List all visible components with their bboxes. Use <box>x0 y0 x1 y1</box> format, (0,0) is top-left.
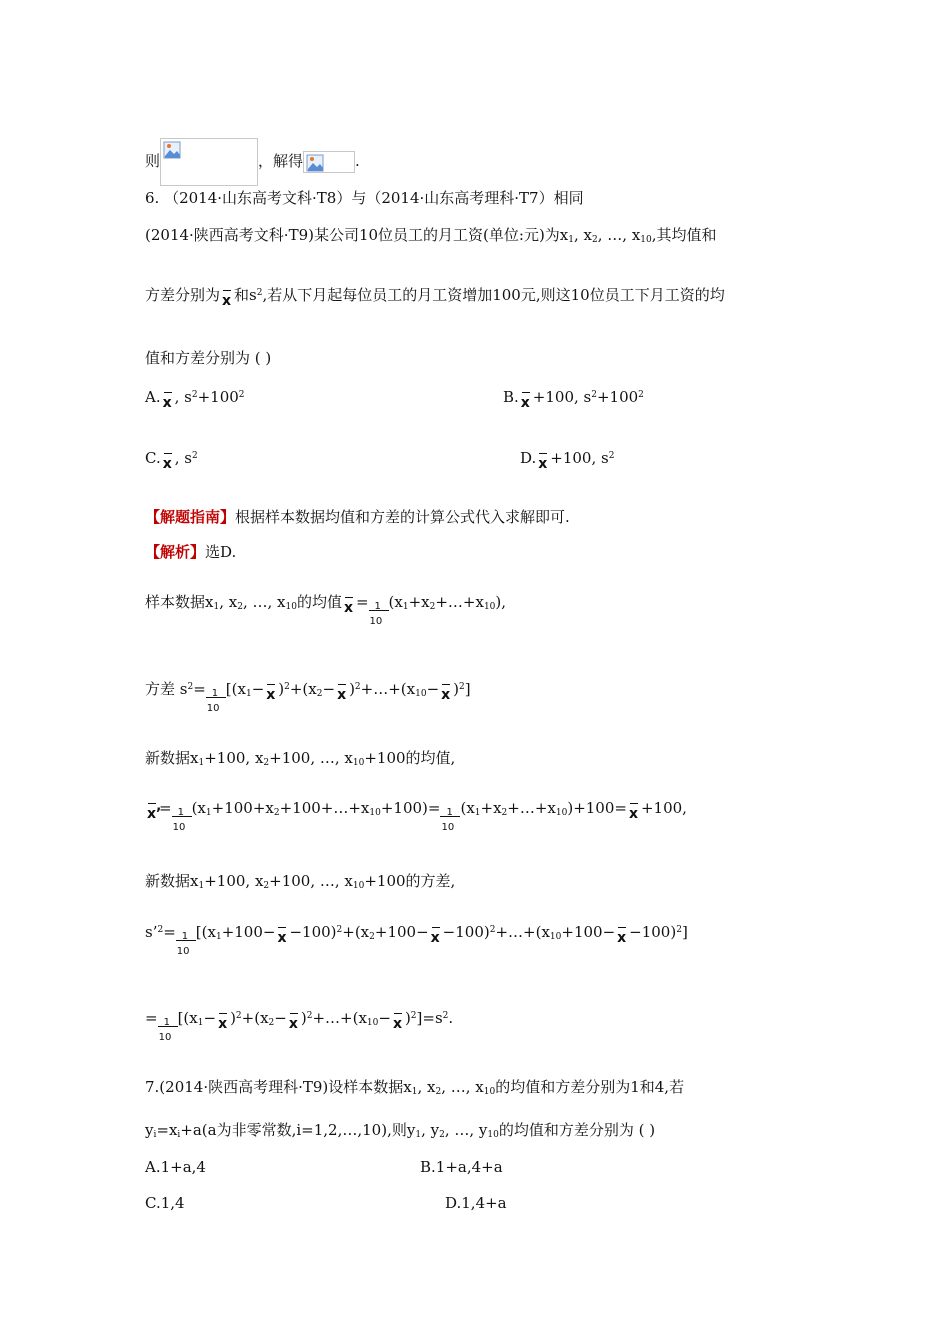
q6-stem-1-text: (2014·陕西高考文科·T9)某公司10位员工的月工资(单位:元)为x <box>145 226 569 244</box>
fraction-1-10: $\frac{1}{10}$ <box>176 931 196 951</box>
xbar-symbol <box>520 392 532 410</box>
xbar-symbol <box>628 803 640 821</box>
q6-stem-2: 方差分别为x 和$s^2$,若从下月起每位员工的月工资增加100元,则这10位员工下月工资的均 <box>145 283 725 308</box>
xbar-symbol <box>288 1013 300 1031</box>
sol-new-var-end: +100的方差, <box>364 872 456 890</box>
text-period: . <box>355 152 360 170</box>
sol-new-mean-intro: 新数据$x_1+100$, $x_2+100$, …, $x_{10}+100$的均值, <box>145 749 456 768</box>
xbar-symbol <box>265 684 277 702</box>
xbar-symbol <box>162 392 174 410</box>
q7-stem-1-text: 7.(2014·陕西高考理科·T9)设样本数据x <box>145 1078 412 1096</box>
xbar-symbol <box>537 453 549 471</box>
q7-option-c: C.1,4 <box>145 1194 185 1212</box>
q6-stem-2-text: 方差分别为 <box>145 286 221 304</box>
line-solve <box>145 138 360 186</box>
sol-mean: 样本数据$x_1$, $x_2$, …, $x_{10}$的均值x = $\frac{1}{10}$ $(x_1+x_2+\dots+x_{10})$, <box>145 592 506 621</box>
q6-title: 6. （2014·山东高考文科·T8）与（2014·山东高考理科·T7）相同 <box>145 189 584 207</box>
q6-option-d: D.x +100, $s^2$ <box>520 446 614 471</box>
q6-stem-3: 值和方差分别为 ( ) <box>145 349 272 367</box>
sol-variance: 方差 $s^2=$ $\frac{1}{10}$ [($x_1-x$ )$^2+(x_2-x$ )$^2+\dots+(x_{10}-x$ )$^2$] <box>145 677 471 708</box>
sol-mean-mid: 的均值 <box>296 593 342 611</box>
fraction-1-10: $\frac{1}{10}$ <box>206 688 226 708</box>
option-a-text-2: +100 <box>197 388 239 406</box>
option-c-label: C. <box>145 449 161 467</box>
guide-label: 【解题指南】 <box>145 508 236 526</box>
solution-answer <box>145 542 236 562</box>
option-b-label: B. <box>503 388 519 406</box>
sol-new-var-result: = $\frac{1}{10}$ [($x_1-x$ )$^2+(x_2-x$ )$^2+\dots+(x_{10}-x$ )$^2]=s^2$. <box>145 1006 453 1037</box>
xbar-symbol <box>616 927 628 945</box>
option-a-label: A. <box>145 388 161 406</box>
q7-stem-1: 7.(2014·陕西高考理科·T9)设样本数据$x_1$, $x_2$, …, $x_{10}$的均值和方差分别为1和4,若 <box>145 1078 685 1097</box>
q7-stem-1-end: 的均值和方差分别为1和4,若 <box>495 1078 685 1096</box>
sol-new-var-text: 新数据x <box>145 872 199 890</box>
option-b-text-2: +100 <box>596 388 639 406</box>
q6-stem-1-end: ,其均值和 <box>651 226 717 244</box>
sol-new-var-formula: s’$^2$= $\frac{1}{10}$ [$(x_1+100-x -100)^2+(x_2+100-x$ $-100)^2+\dots+(x_{10}+100-x -100)^2$] <box>145 920 688 951</box>
sol-new-mean-end: +100的均值, <box>364 749 456 767</box>
option-d-label: D. <box>520 449 537 467</box>
xbar-symbol <box>336 684 348 702</box>
sol-new-mean-text: 新数据x <box>145 749 199 767</box>
sol-new-mean-formula: x’= $\frac{1}{10}$ $(x_1+100+x_2+100+\dots+x_{10}+100)=$ $\frac{1}{10}$ $(x_1+x_2+\dots+x_{10})+100=x +100$, <box>145 798 687 827</box>
answer-text: 选D. <box>205 543 237 561</box>
q6-option-c: C.x , $s^2$ <box>145 446 198 471</box>
solution-guide <box>145 507 570 527</box>
fraction-1-10: $\frac{1}{10}$ <box>172 807 192 827</box>
option-b-text: +100, s <box>532 388 592 406</box>
q7-option-a: A.1+a,4 <box>145 1158 206 1176</box>
q6-option-b: B.x +100, $s^2+100^2$ <box>503 385 644 410</box>
guide-text: 根据样本数据均值和方差的计算公式代入求解即可. <box>235 508 570 526</box>
sol-mean-text: 样本数据x <box>145 593 214 611</box>
broken-image-icon <box>306 154 324 172</box>
xbar-symbol <box>221 290 233 308</box>
text-jiede: ，解得 <box>258 152 304 170</box>
xbar-symbol <box>162 453 174 471</box>
xbar-symbol <box>430 927 442 945</box>
xbar-symbol <box>392 1013 404 1031</box>
q6-stem-2-rest: ,若从下月起每位员工的月工资增加100元,则这10位员工下月工资的均 <box>262 286 725 304</box>
q7-option-d: D.1,4+a <box>445 1194 507 1212</box>
q6-stem-2-and: 和s <box>234 286 257 304</box>
fraction-1-10: $\frac{1}{10}$ <box>369 601 389 621</box>
fraction-1-10: $\frac{1}{10}$ <box>440 807 460 827</box>
xbar-symbol <box>217 1013 229 1031</box>
q7-stem-2-text: 为非零常数,i=1,2,…,10),则y <box>216 1121 416 1139</box>
broken-image-icon <box>163 141 181 159</box>
option-d-text: +100, s <box>550 449 609 467</box>
xbar-symbol <box>276 927 288 945</box>
q7-stem-2: $y_i=x_i+a(a$为非零常数,i=1,2,…,10),则$y_1$, $y_2$, …, $y_{10}$的均值和方差分别为 ( ) <box>145 1121 656 1140</box>
text-ze: 则 <box>145 152 161 170</box>
answer-label: 【解析】 <box>145 543 206 561</box>
q7-option-b: B.1+a,4+a <box>420 1158 503 1176</box>
q6-stem-1: (2014·陕西高考文科·T9)某公司10位员工的月工资(单位:元)为$x_1$, $x_2$, …, $x_{10}$,其均值和 <box>145 226 717 245</box>
sol-variance-text: 方差 s <box>145 680 188 698</box>
q7-stem-2-end: 的均值和方差分别为 ( ) <box>498 1121 656 1139</box>
xbar-symbol <box>343 597 355 615</box>
equation-image-1 <box>160 138 258 186</box>
option-a-text: , s <box>174 388 192 406</box>
option-c-text: , s <box>174 449 192 467</box>
xbar-symbol <box>440 684 452 702</box>
fraction-1-10: $\frac{1}{10}$ <box>158 1017 178 1037</box>
equation-image-2 <box>303 151 355 173</box>
xbar-prime-symbol <box>146 803 158 821</box>
q6-option-a: A.x , $s^2+100^2$ <box>145 385 245 410</box>
sol-new-var-intro: 新数据$x_1+100$, $x_2+100$, …, $x_{10}+100$的方差, <box>145 872 456 891</box>
